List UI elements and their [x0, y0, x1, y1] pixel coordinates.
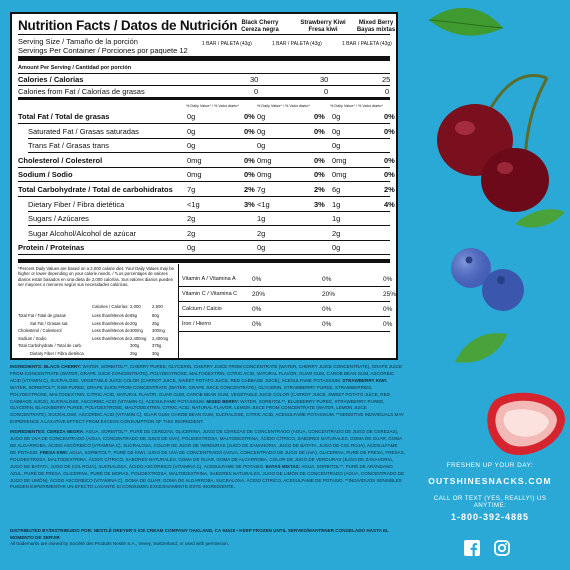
nutrient-percent: 4%: [384, 199, 395, 209]
nutrient-amount: 0g: [332, 243, 341, 253]
vitamin-value: 0%: [383, 306, 393, 313]
dv-table-cell: 65g: [130, 313, 137, 318]
vitamin-label: Iron / Hierro: [182, 321, 212, 327]
nutrient-percent: 2%: [384, 185, 395, 194]
nutrient-amount: 0mg: [332, 170, 347, 180]
serving-value-2: 1 BAR / PALETA (43g): [272, 41, 322, 47]
nutrient-percent: 0%: [314, 155, 325, 165]
vitamin-value: 0%: [383, 321, 393, 328]
nutrient-row-label: Sugars / Azúcares: [28, 214, 89, 224]
nutrient-percent: 0%: [384, 155, 395, 165]
vitamin-value: 25%: [383, 291, 397, 298]
flavor-black-cherry: Black Cherry Cereza negra: [241, 20, 279, 33]
instagram-icon[interactable]: [494, 540, 510, 556]
dv-table-cell: Less than/Menos de: [92, 328, 130, 333]
serving-value-3: 1 BAR / PALETA (43g): [342, 41, 392, 47]
dv-table-cell: 80g: [152, 313, 159, 318]
vitamin-value: 20%: [322, 291, 336, 298]
contact-block: [420, 462, 560, 522]
vitamin-value: 0%: [322, 276, 332, 283]
nutrient-percent: 0%: [244, 126, 255, 136]
ingredients-english: INGREDIENTS: BLACK CHERRY: WATER, SORBITOL**, CHERRY PUREE, GLYCERIN, CHERRY JUICE FROM CONCENTRATE (WATER, CHERRY JUICE CONCENTRATE), GRAPE JUICE FROM CONCENTRATE (WATER, GRAPE JUICE CONCENTRATE), POLYDEXTROSE, MALTODEXTRIN, CITRIC ACID, NATURAL FLAVOR, GUAR GUM, CAROB BEAN GUM, ASCORBIC ACID (VITAMIN C), SUCRALOSE, VEGETABLE JUICE COLOR (CARROT JUICE, SWEET POTATO JUICE, RED CABBAGE JUICE), ACESULFAME POTASSIUM. STRAWBERRY KIWI: WATER, SORBITOL**, KIWI PUREE, GRAPE JUICE FROM CONCENTRATE (WATER, GRAPE JUICE CONCENTRATE), GLYCERIN, STRAWBERRY PUREE, STRAWBERRIES, POLYDEXTROSE, MALTODEXTRIN, CITRIC ACID, NATURAL FLAVOR, GUAR GUM, CAROB BEAN GUM, VEGETABLE JUICE COLOR (CARROT JUICE, SWEET POTATO JUICE, RED CABBAGE JUICE), SUCRALOSE, ASCORBIC ACID (VITAMIN C), ACESULFAME POTASSIUM. MIXED BERRY: WATER, SORBITOL**, BLUEBERRY PUREE, STRAWBERRY PUREE, GLYCERIN, BLACKBERRY PUREE, POLYDEXTROSE, MALTODEXTRIN, CITRIC ACID, NATURAL FLAVOR, LEMON JUICE FROM CONCENTRATE (WATER, LEMON JUICE CONCENTRATE), SUCRALOSE, ASCORBIC ACID (VITAMIN C), GUAR GUM, CAROB BEAN GUM, SUCRALOSE, CITRIC ACID, ACESULFAME POTASSIUM. **SENSITIVE INDIVIDUALS MAY EXPERIENCE A LAXATIVE EFFECT FROM EXCESS CONSUMPTION OF THIS INGREDIENT.: [10, 364, 404, 425]
distributor-line: DISTRIBUTED BY/DISTRIBUIDO POR: NESTLÉ DREYER'S ICE CREAM COMPANY OAKLAND, CA 94618 • KEEP FROZEN UNTIL SERVED/MANTENER CONGELADO HASTA EL MOMENTO DE SERVIR: [10, 528, 389, 540]
nutrient-amount: 0mg: [257, 155, 272, 165]
calories-value-2: 30: [320, 75, 329, 84]
nutrient-amount: 1g: [332, 214, 341, 224]
dv-table-cell: 20g: [130, 320, 137, 326]
nutrient-percent: 0%: [314, 126, 325, 136]
vitamin-value: 0%: [383, 276, 393, 283]
dv-table-cell: Dietary Fiber / Fibra dietética: [30, 350, 84, 356]
nutrient-percent: 0%: [384, 126, 395, 136]
nutrient-percent: 0%: [244, 112, 255, 121]
nutrient-amount: 0mg: [187, 155, 202, 165]
dv-table-cell: Total Fat / Total de grasas: [18, 313, 66, 318]
dv-table-cell: Total Carbohydrate / Total de carb.: [18, 343, 82, 348]
vitamin-value: 0%: [322, 306, 332, 313]
nutrient-row-label: Protein / Proteínas: [18, 243, 85, 253]
dv-table-cell: Less than/Menos de: [92, 335, 130, 341]
phone-number[interactable]: 1-800-392-4885: [450, 512, 530, 522]
fruit-illustrations: [415, 0, 570, 460]
nutrient-row-label: Trans Fat / Grasas trans: [28, 141, 109, 151]
fat-calories-value-1: 0: [254, 87, 259, 96]
serving-value-1: 1 BAR / PALETA (43g): [202, 41, 252, 47]
nutrient-percent: 2%: [244, 185, 255, 194]
vitamin-value: 0%: [252, 306, 262, 313]
dv-table-cell: Sat Fat / Grasas sat.: [30, 320, 69, 326]
nutrient-amount: 0g: [332, 112, 341, 121]
distributor-info: [10, 528, 405, 548]
dv-header-3: % Daily Value* / % Valor diario*: [330, 104, 383, 108]
leaf-icon: [429, 8, 503, 36]
facebook-icon[interactable]: [464, 540, 480, 556]
blueberry-icon: [451, 248, 524, 311]
servings-label: Servings Per Container / Porciones por paquete 12: [18, 46, 188, 55]
nutrient-amount: 0g: [257, 141, 266, 151]
nutrient-amount: 0g: [257, 126, 266, 136]
dv-table-cell: Cholesterol / Colesterol: [18, 328, 62, 333]
nutrient-amount: 2g: [332, 228, 341, 238]
vitamin-label: Vitamin C / Vitamina C: [182, 291, 238, 297]
dv-table-cell: Sodium / Sodio: [18, 335, 47, 341]
nutrient-amount: 0g: [187, 243, 196, 253]
nutrient-row-label: Dietary Fiber / Fibra dietética: [28, 199, 125, 209]
trademark-line: All trademarks are owned by Société des Produits Nestlé S.A., Vevey, Switzerland, or used with permission.: [10, 541, 229, 547]
nutrient-row-label: Sodium / Sodio: [18, 170, 73, 180]
dv-table-cell: 300mg: [130, 328, 143, 333]
vitamin-value: 0%: [252, 321, 262, 328]
dv-table-header: 2,500: [152, 304, 163, 309]
nutrient-amount: 2g: [257, 228, 266, 238]
call-text: CALL OR TEXT (YES, REALLY!) US ANYTIME:: [433, 495, 547, 509]
website-link[interactable]: OUTSHINESNACKS.COM: [428, 476, 552, 486]
flavor-mixed-berry: Mixed Berry Bayas mixtas: [356, 20, 396, 33]
nutrient-amount: 0g: [187, 126, 196, 136]
nutrient-percent: 3%: [314, 199, 325, 209]
nutrient-percent: 3%: [244, 199, 255, 209]
dv-table-cell: 2,400mg: [130, 335, 147, 341]
vitamin-value: 0%: [322, 321, 332, 328]
dv-table-cell: 300g: [130, 343, 140, 348]
nutrient-row-label: Saturated Fat / Grasas saturadas: [28, 126, 139, 136]
nutrient-amount: 0mg: [187, 170, 202, 180]
vitamin-label: Calcium / Calcio: [182, 306, 222, 312]
vitamin-value: 0%: [252, 276, 262, 283]
dv-table-header: 2,000: [130, 304, 141, 309]
nutrient-amount: 1g: [332, 199, 341, 209]
nutrient-row-label: Total Fat / Total de grasas: [18, 112, 110, 121]
dv-header-2: % Daily Value* / % Valor diario*: [257, 104, 310, 108]
dv-table-cell: 375g: [152, 343, 162, 348]
fat-calories-label: Calories from Fat / Calorías de grasas: [18, 87, 145, 96]
nutrient-amount: 7g: [257, 185, 266, 194]
dv-table-cell: Less than/Menos de: [92, 313, 130, 318]
nutrient-amount: 0g: [257, 243, 266, 253]
cherry-icon: [437, 75, 549, 212]
nutrient-amount: <1g: [187, 199, 200, 209]
ingredients-block: [10, 364, 405, 494]
fat-calories-value-2: 0: [324, 87, 329, 96]
serving-size-label: Serving Size / Tamaño de la porción: [18, 37, 138, 46]
nutrient-amount: 0g: [187, 141, 196, 151]
nutrient-row-label: Cholesterol / Colesterol: [18, 155, 103, 165]
nutrient-percent: 2%: [314, 185, 325, 194]
nutrient-amount: 6g: [332, 185, 341, 194]
nutrient-amount: 1g: [257, 214, 266, 224]
nutrient-percent: 0%: [314, 170, 325, 180]
nutrition-facts-panel: [10, 12, 398, 360]
nutrient-percent: 0%: [244, 155, 255, 165]
nutrient-amount: <1g: [257, 199, 270, 209]
amount-label: Amount Per Serving / Cantidad por porción: [18, 65, 132, 71]
calories-label: Calories / Calorías: [18, 75, 84, 84]
flavor-strawberry-kiwi: Strawberry Kiwi Fresa kiwi: [300, 20, 346, 33]
nutrient-percent: 0%: [244, 170, 255, 180]
leaf-icon: [455, 333, 507, 363]
nutrient-amount: 0g: [257, 112, 266, 121]
nutrient-percent: 0%: [384, 170, 395, 180]
tagline: FRESHEN UP YOUR DAY:: [446, 462, 534, 469]
dv-table-cell: Less than/Menos de: [92, 320, 130, 326]
vitamin-value: 20%: [252, 291, 266, 298]
calories-value-3: 25: [382, 75, 391, 84]
nutrient-amount: 0mg: [257, 170, 272, 180]
ingredients-spanish: INGREDIENTES: CEREZA NEGRA: AGUA, SORBITOL**, PURÉ DE CEREZAS, GLICERINA, JUGO DE CEREZAS DE CONCENTRADO (AGUA, CONCENTRADO DE JUGO DE CEREZAS), JUGO DE UVA DE CONCENTRADO (AGUA, CONCENTRADO DE JUGO DE UVA), POLIDEXTROSA, MALTODEXTRINA, ÁCIDO CÍTRICO, SABORES NATURALES, GOMA DE GUAR, GOMA DE ALGARROBA, ÁCIDO ASCÓRBICO (VITAMINA C), SUCRALOSA, COLOR DE JUGO DE VERDURAS (JUGO DE ZANAHORIA, JUGO DE BATATA, JUGO DE COL ROJA), ACESULFAME DE POTASIO. FRESA KIWI: AGUA, SORBITOL**, PURÉ DE KIWI, JUGO DE UVA DE CONCENTRADO (AGUA, CONCENTRADO DE JUGO DE UVA), GLICERINA, PURÉ DE FRESA, FRESAS, POLIDEXTROSA, MALTODEXTRINA, ÁCIDO CÍTRICO, SABORES NATURALES, GOMA DE GUAR, GOMA DE ALGARROBA, COLOR DE JUGO DE VERDURAS (JUGO DE ZANAHORIA, JUGO DE BATATA, JUGO DE COL ROJA), SUCRALOSA, ÁCIDO ASCÓRBICO (VITAMINA C), ACESULFAME DE POTASIO. BAYAS MIXTAS: AGUA, SORBITOL**, PURÉ DE ARÁNDANO AZUL, PURÉ DE FRESA, GLICERINA, PURÉ DE MORAS, POLIDEXTROSA, MALTODEXTRINA, SABORES NATURALES, JUGO DE LIMÓN DE CONCENTRADO (AGUA, CONCENTRADO DE JUGO DE LIMÓN), ÁCIDO ASCÓRBICO (VITAMINA C), GOMA DE GUAR, GOMA DE ALGARROBA, SUCRALOSA, ÁCIDO CÍTRICO, ACESULFAME DE POTASIO. **INDIVIDUOS SENSIBLES PUEDEN EXPERIMENTAR UN EFECTO LAXANTE SI CONSUMEN EXCESIVAMENTE ESTE INGREDIENTE.: [10, 429, 405, 490]
nutrient-amount: 2g: [187, 214, 196, 224]
footnote: *Percent Daily Values are based on a 2,000 calorie diet. Your Daily Values may be higher or lower depending on your calorie needs. / *Los porcentajes de valores diarios están basados en una dieta de 2,000 calorías. Sus valores diarios pueden ser mayores o menores según sus necesidades calóricas.: [18, 266, 175, 288]
dv-table-cell: 300mg: [152, 328, 165, 333]
vitamin-label: Vitamin A / Vitamina A: [182, 276, 236, 282]
nutrient-row-label: Sugar Alcohol/Alcohol de azúcar: [28, 228, 136, 238]
nutrient-amount: 0mg: [332, 155, 347, 165]
nutrient-percent: 0%: [384, 112, 395, 121]
dv-table-header: Calories / Calorías:: [92, 304, 129, 309]
panel-title: Nutrition Facts / Datos de Nutrición: [18, 18, 238, 33]
nutrient-amount: 0g: [332, 126, 341, 136]
fat-calories-value-3: 0: [385, 87, 390, 96]
nutrient-row-label: Total Carbohydrate / Total de carbohidratos: [18, 185, 173, 194]
nutrient-amount: 0g: [187, 112, 196, 121]
nutrient-amount: 7g: [187, 185, 196, 194]
dv-table-cell: 30g: [152, 350, 159, 356]
nutrient-amount: 2g: [187, 228, 196, 238]
nutrient-percent: 0%: [314, 112, 325, 121]
strawberry-icon: [487, 393, 565, 455]
dv-table-cell: 25g: [152, 320, 159, 326]
leaf-icon: [515, 209, 565, 227]
calories-value-1: 30: [250, 75, 259, 84]
nutrient-amount: 0g: [332, 141, 341, 151]
dv-table-cell: 2,400mg: [152, 335, 169, 341]
dv-table-cell: 25g: [130, 350, 137, 356]
dv-header-1: % Daily Value* / % Valor diario*: [186, 104, 239, 108]
